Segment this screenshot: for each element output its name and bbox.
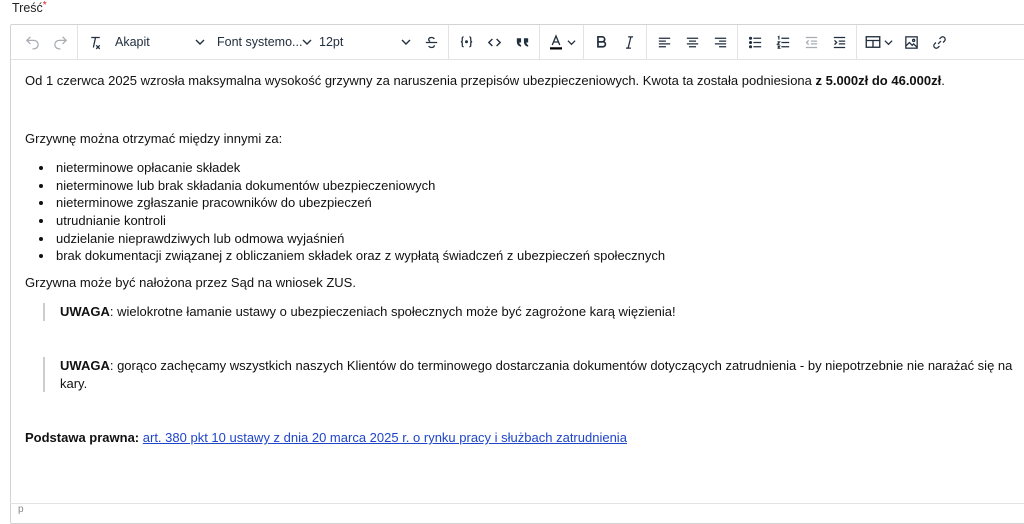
font-size-select[interactable] <box>313 29 417 55</box>
warning-text: : wielokrotne łamanie ustawy o ubezpieczeniach społecznych może być zagrożone karą więzienia! <box>109 304 676 320</box>
redo-icon <box>52 34 69 51</box>
list-item: • brak dokumentacji związanej z obliczaniem składek oraz z wypłatą świadczeń z ubezpieczeń społecznych <box>54 247 1024 265</box>
indent-icon <box>831 34 848 51</box>
table-icon <box>864 33 882 51</box>
italic-icon <box>621 34 638 51</box>
required-mark: * <box>42 0 47 11</box>
align-center-button[interactable] <box>678 29 706 55</box>
align-right-button[interactable] <box>706 29 734 55</box>
intro-period: . <box>941 73 945 88</box>
legal-basis-link[interactable]: art. 380 pkt 10 ustawy z dnia 20 marca 2025 r. o rynku pracy i służbach zatrudnienia <box>142 430 627 446</box>
clear-formatting-button[interactable] <box>81 29 109 55</box>
outdent-button[interactable] <box>797 29 825 55</box>
table-button[interactable] <box>860 29 897 55</box>
intro-paragraph <box>25 72 1024 90</box>
editor-statusbar <box>10 503 1024 517</box>
link-button[interactable] <box>925 29 953 55</box>
style-group <box>584 25 647 59</box>
chevron-down-icon <box>401 37 411 47</box>
chevron-down-icon <box>884 38 893 47</box>
strikethrough-button[interactable] <box>417 29 445 55</box>
undo-button[interactable] <box>18 29 46 55</box>
warning-quote-2 <box>43 357 1024 392</box>
field-label <box>12 1 47 15</box>
image-button[interactable] <box>897 29 925 55</box>
font-family-select[interactable] <box>211 29 313 55</box>
numbered-list-button[interactable] <box>769 29 797 55</box>
list-item: • nieterminowe zgłaszanie pracowników do ubezpieczeń <box>54 194 1024 212</box>
blockquote-icon <box>514 34 531 51</box>
bold-icon <box>593 34 610 51</box>
source-code-icon <box>486 34 503 51</box>
legal-basis-paragraph <box>25 429 1024 447</box>
numbered-list-icon <box>775 34 792 51</box>
history-group <box>15 25 78 59</box>
align-group <box>647 25 738 59</box>
format-group <box>78 25 449 59</box>
source-code-button[interactable] <box>480 29 508 55</box>
legal-basis-label: Podstawa prawna: <box>25 430 140 446</box>
chevron-down-icon <box>302 37 312 47</box>
align-center-icon <box>684 34 701 51</box>
chevron-down-icon <box>567 38 576 47</box>
redo-button[interactable] <box>46 29 74 55</box>
code-icon <box>458 34 475 51</box>
block-format-select[interactable] <box>109 29 211 55</box>
outdent-icon <box>803 34 820 51</box>
color-group <box>540 25 584 59</box>
bullet-list-button[interactable] <box>741 29 769 55</box>
list-group <box>738 25 857 59</box>
list-item: • utrudnianie kontroli <box>54 212 1024 230</box>
warning-label: UWAGA <box>60 357 110 373</box>
zus-paragraph: Grzywna może być nałożona przez Sąd na wniosek ZUS. <box>25 274 356 290</box>
warning-label: UWAGA <box>60 304 110 320</box>
insert-group <box>857 25 956 59</box>
violations-list <box>25 159 1024 265</box>
strikethrough-icon <box>423 34 440 51</box>
indent-button[interactable] <box>825 29 853 55</box>
block-format-value: Akapit <box>115 35 150 49</box>
bullet-list-icon <box>747 34 764 51</box>
bold-button[interactable] <box>587 29 615 55</box>
chevron-down-icon <box>195 37 205 47</box>
intro-bold-amount: z 5.000zł do 46.000zł <box>815 73 942 88</box>
link-icon <box>931 34 948 51</box>
blockquote-button[interactable] <box>508 29 536 55</box>
element-path[interactable]: p <box>18 504 24 515</box>
text-color-icon <box>547 33 565 51</box>
clear-formatting-icon <box>87 34 104 51</box>
list-item: • nieterminowe opłacanie składek <box>54 159 1024 177</box>
image-icon <box>903 34 920 51</box>
italic-button[interactable] <box>615 29 643 55</box>
editor-content[interactable] <box>11 60 1024 447</box>
list-item: • udzielanie nieprawdziwych lub odmowa wyjaśnień <box>54 230 1024 248</box>
undo-icon <box>24 34 41 51</box>
list-intro-paragraph: Grzywnę można otrzymać między innymi za: <box>25 130 283 146</box>
text-color-button[interactable] <box>543 29 580 55</box>
warning-quote-1 <box>43 303 1024 321</box>
font-family-value: Font systemo... <box>217 35 303 49</box>
intro-text: Od 1 czerwca 2025 wzrosła maksymalna wysokość grzywny za naruszenia przepisów ubezpieczeniowych. Kwota ta została podniesiona <box>25 73 816 88</box>
warning-text: : gorąco zachęcamy wszystkich naszych Klientów do terminowego dostarczania dokumentów dotyczących zatrudnienia - by niepotrzebnie nie narażać się na kary. <box>60 357 1013 391</box>
rich-text-editor <box>10 24 1024 524</box>
align-left-button[interactable] <box>650 29 678 55</box>
align-left-icon <box>656 34 673 51</box>
code-group <box>449 25 540 59</box>
align-right-icon <box>712 34 729 51</box>
editor-toolbar <box>11 25 1024 60</box>
code-button[interactable] <box>452 29 480 55</box>
field-label-text: Treść <box>12 1 43 15</box>
list-item: • nieterminowe lub brak składania dokumentów ubezpieczeniowych <box>54 177 1024 195</box>
font-size-value: 12pt <box>319 35 344 49</box>
